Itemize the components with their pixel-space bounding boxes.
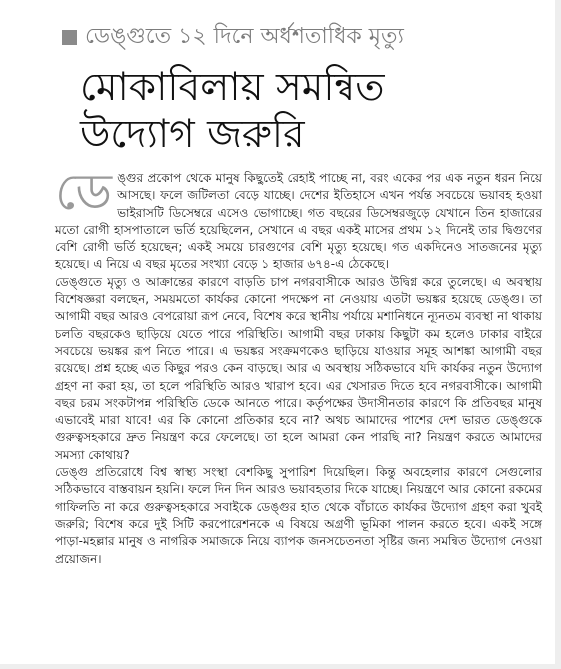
paragraph-2: ডেঙ্গুতে মৃত্যু ও আক্রান্তের কারণে বাড়তি চাপ নগরবাসীকে আরও উদ্বিগ্ন করে তুলেছে। এ অবস্থায় বিশেষজ্ঞরা বলছেন, সময়মতো কার্যকর কোনো পদক্ষেপ না নেওয়ায় এতটা ভয়ঙ্কর হয়েছে ডেঙ্গু। তা আগামী বছর আরও বেপরোয়া রূপ নেবে, বিশেষ করে স্থানীয় পর্যায়ে মশানিধনে ন্যূনতম ব্যবস্থা না থাকায় চলতি বছরকেও ছাড়িয়ে যেতে পারে পরিস্থিতি। আগামী বছর ঢাকায় কিছুটা কম হলেও ঢাকার বাইরে সবচেয়ে ভয়ঙ্কর রূপ নিতে পারে। এ ভয়ঙ্কর সংক্রমণকেও ছাড়িয়ে যাওয়ার সমূহ আশঙ্কা আগামী বছর রয়েছে। প্রশ্ন হচ্ছে এত কিছুর পরও কেন বাড়ছে। আর এ অবস্থায় সঠিকভাবে যদি কার্যকর নতুন উদ্যোগ গ্রহণ না করা হয়, তা হলে পরিস্থিতি আরও খারাপ হবে। এর খেসারত দিতে হবে নগরবাসীকে। আগামী বছর চরম সংকটাপন্ন পরিস্থিতি ডেকে আনতে পারে। কর্তৃপক্ষের উদাসীনতার কারণে কি প্রতিবছর মানুষ এভাবেই মারা যাবে! এর কি কোনো প্রতিকার হবে না? অথচ আমাদের পাশের দেশ ভারত ডেঙ্গুকে গুরুত্বসহকারে দ্রুত নিয়ন্ত্রণ করে ফেলেছে। তা হলে আমরা কেন পারছি না? নিয়ন্ত্রণ করতে আমাদের সমস্যা কোথায়?: [55, 274, 542, 462]
paragraph-3: ডেঙ্গু প্রতিরোধে বিশ্ব স্বাস্থ্য সংস্থা বেশকিছু সুপারিশ দিয়েছিল। কিন্তু অবহেলার কারণে সেগুলোর সঠিকভাবে বাস্তবায়ন হয়নি। ফলে দিন দিন আরও ভয়াবহতার দিকে যাচ্ছে। নিয়ন্ত্রণে আর কোনো রকমের গাফিলতি না করে গুরুত্বসহকারে সবাইকে ডেঙ্গুর হাত থেকে বাঁচাতে কার্যকর উদ্যোগ গ্রহণ করা খুবই জরুরি; বিশেষ করে দুই সিটি করপোরেশনকে এ বিষয়ে অগ্রণী ভূমিকা পালন করতে হবে। একই সঙ্গে পাড়া-মহল্লার মানুষ ও নাগরিক সমাজকে নিয়ে ব্যাপক জনসচেতনতা সৃষ্টির জন্য সমন্বিত উদ্যোগ নেওয়া প্রয়োজন।: [55, 465, 542, 566]
headline-line-1: মোকাবিলায় সমন্বিত: [80, 65, 385, 110]
kicker: [62, 24, 404, 50]
paragraph-1-text: ঙ্গুর প্রকোপ থেকে মানুষ কিছুতেই রেহাই পাচ্ছে না, বরং একের পর এক নতুন ধরন নিয়ে আসছে। ফলে জটিলতা বেড়ে যাচ্ছে। দেশের ইতিহাসে এখন পর্যন্ত সবচেয়ে ভয়াবহ হওয়া ভাইরাসটি ডিসেম্বরে এসেও ভোগাচ্ছে। গত বছরের ডিসেম্বরজুড়ে যেখানে তিন হাজারের মতো রোগী হাসপাতালে ভর্তি হয়েছিলেন, সেখানে এ বছর একই মাসের প্রথম ১২ দিনেই তার দ্বিগুণের বেশি রোগী ভর্তি হয়েছেন; একই সময়ে চারগুণের বেশি মৃত্যু হয়েছে। গত একদিনেও সাতজনের মৃত্যু হয়েছে। এ নিয়ে এ বছর মৃতের সংখ্যা বেড়ে ১ হাজার ৬৭৪-এ ঠেকেছে।: [55, 171, 542, 272]
paragraph-1: [55, 163, 542, 274]
headline-line-2: উদ্যোগ জরুরি: [80, 112, 305, 157]
square-bullet-icon: [62, 30, 77, 45]
headline: [80, 64, 540, 158]
kicker-text: ডেঙ্গুতে ১২ দিনে অর্ধশতাধিক মৃত্যু: [85, 24, 404, 49]
article-body: [55, 163, 542, 568]
drop-cap: ডে: [55, 163, 113, 221]
